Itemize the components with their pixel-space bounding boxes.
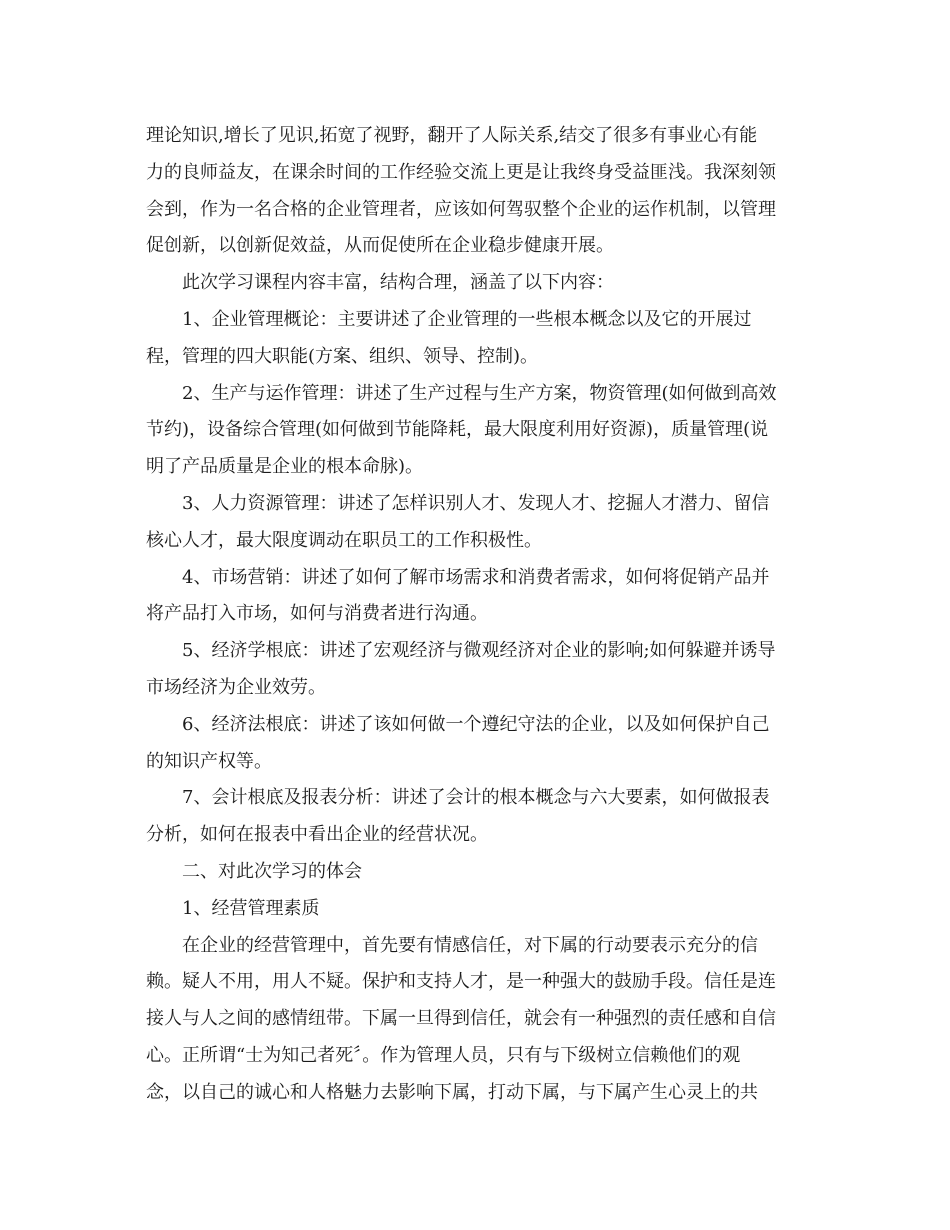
- text-line: 7、会计根底及报表分析：讲述了会计的根本概念与六大要素，如何做报表: [182, 787, 770, 809]
- text-line: 将产品打入市场，如何与消费者进行沟通。: [146, 603, 488, 625]
- section-heading: [146, 854, 806, 891]
- text-line: 接人与人之间的感情纽带。下属一旦得到信任，就会有一种强烈的责任感和自信: [146, 1008, 776, 1030]
- text-line: 分析，如何在报表中看出企业的经营状况。: [146, 824, 488, 846]
- text-line: 赖。疑人不用，用人不疑。保护和支持人才，是一种强大的鼓励手段。信任是连: [146, 971, 776, 993]
- list-item-5: [146, 633, 806, 707]
- text-line: 1、企业管理概论：主要讲述了企业管理的一些根本概念以及它的开展过: [182, 308, 752, 330]
- list-item-6: [146, 707, 806, 781]
- text-line: 2、生产与运作管理：讲述了生产过程与生产方案，物资管理(如何做到高效: [182, 382, 777, 404]
- text-line: 4、市场营销：讲述了如何了解市场需求和消费者需求，如何将促销产品并: [182, 566, 770, 588]
- text-line: 促创新，以创新促效益，从而促使所在企业稳步健康开展。: [146, 235, 614, 257]
- text-line: 在企业的经营管理中，首先要有情感信任，对下属的行动要表示充分的信: [182, 934, 758, 956]
- text-line: 心。正所谓“士为知己者死〞。作为管理人员，只有与下级树立信赖他们的观: [146, 1044, 741, 1066]
- paragraph-trust: [146, 928, 806, 1112]
- list-item-2: [146, 376, 806, 486]
- paragraph-course-summary: [146, 265, 806, 302]
- list-item-3: [146, 486, 806, 560]
- list-item-1: [146, 302, 806, 376]
- subsection-heading: [146, 891, 806, 928]
- text-line: 的知识产权等。: [146, 750, 272, 772]
- text-line: 理论知识,增长了见识,拓宽了视野，翻开了人际关系,结交了很多有事业心有能: [146, 125, 758, 146]
- list-item-4: [146, 560, 806, 634]
- subsection-heading-text: 1、经营管理素质: [182, 897, 320, 919]
- text-line: 念，以自己的诚心和人格魅力去影响下属，打动下属，与下属产生心灵上的共: [146, 1081, 758, 1103]
- text-line: 市场经济为企业效劳。: [146, 676, 326, 698]
- text-line: 程，管理的四大职能(方案、组织、领导、控制)。: [146, 345, 539, 367]
- text-line: 会到，作为一名合格的企业管理者，应该如何驾驭整个企业的运作机制，以管理: [146, 198, 776, 220]
- paragraph-intro-continuation: [146, 118, 806, 265]
- text-line: 核心人才，最大限度调动在职员工的工作积极性。: [146, 529, 542, 551]
- section-heading-text: 二、对此次学习的体会: [182, 860, 362, 882]
- text-line: 3、人力资源管理：讲述了怎样识别人才、发现人才、挖掘人才潜力、留信: [182, 492, 770, 514]
- text-line: 明了产品质量是企业的根本命脉)。: [146, 456, 424, 478]
- text-line: 节约)，设备综合管理(如何做到节能降耗，最大限度利用好资源)，质量管理(说: [146, 419, 769, 441]
- text-line: 5、经济学根底：讲述了宏观经济与微观经济对企业的影响;如何躲避并诱导: [182, 640, 776, 662]
- document-body: [146, 118, 806, 1112]
- text-line: 力的良师益友，在课余时间的工作经验交流上更是让我终身受益匪浅。我深刻领: [146, 161, 776, 183]
- list-item-7: [146, 780, 806, 854]
- text-line: 6、经济法根底：讲述了该如何做一个遵纪守法的企业，以及如何保护自己: [182, 713, 770, 735]
- text-line: 此次学习课程内容丰富，结构合理，涵盖了以下内容：: [182, 272, 614, 294]
